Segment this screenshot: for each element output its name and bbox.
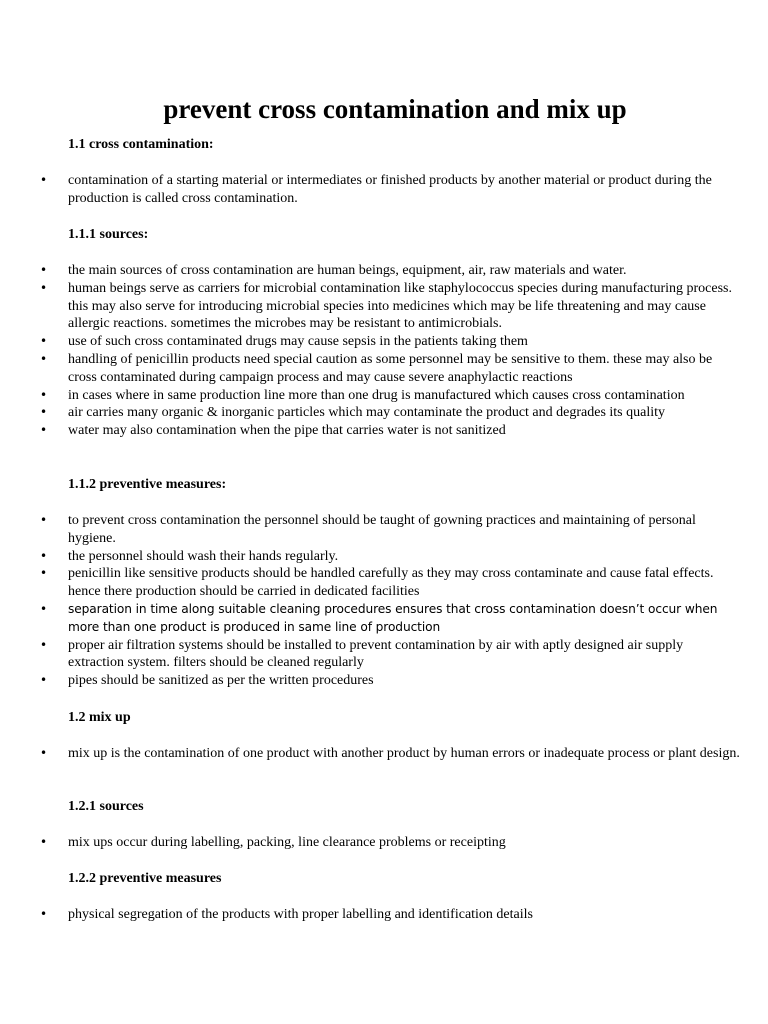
list-item: • the main sources of cross contamination are human beings, equipment, air, raw materials and water.: [0, 262, 740, 280]
list-item: • human beings serve as carriers for microbial contamination like staphylococcus species during manufacturing process. this may also serve for introducing microbial species into medicines which may be life threatening and may cause allergic reactions. sometimes the microbes may be resistant to antimicrobials.: [0, 280, 740, 333]
section-heading: 1.1.1 sources:: [68, 227, 149, 242]
bullet-list: [0, 745, 740, 763]
list-item: • water may also contamination when the pipe that carries water is not sanitized: [0, 422, 740, 440]
list-item: • air carries many organic & inorganic particles which may contaminate the product and degrades its quality: [0, 404, 740, 422]
section-heading: 1.2.2 preventive measures: [68, 871, 222, 886]
list-item: • use of such cross contaminated drugs may cause sepsis in the patients taking them: [0, 333, 740, 351]
list-item: • to prevent cross contamination the personnel should be taught of gowning practices and maintaining of personal hygiene.: [0, 512, 740, 548]
bullet-list: [0, 906, 740, 924]
list-item: • separation in time along suitable cleaning procedures ensures that cross contamination doesn’t occur when more than one product is produced in same line of production: [0, 601, 740, 637]
section-heading: 1.2 mix up: [68, 710, 131, 725]
bullet-list: [0, 512, 740, 690]
section-heading: 1.1.2 preventive measures:: [68, 477, 227, 492]
list-item: • mix up is the contamination of one product with another product by human errors or inadequate process or plant design.: [0, 745, 740, 763]
bullet-list: [0, 172, 740, 208]
bullet-list: [0, 834, 740, 852]
list-item: • pipes should be sanitized as per the written procedures: [0, 672, 740, 690]
section-heading: 1.2.1 sources: [68, 799, 144, 814]
document-title: prevent cross contamination and mix up: [163, 94, 627, 124]
list-item: • handling of penicillin products need special caution as some personnel may be sensitive to them. these may also be cross contaminated during campaign process and may cause severe anaphylactic reactions: [0, 351, 740, 387]
list-item: • the personnel should wash their hands regularly.: [0, 548, 740, 566]
bullet-list: [0, 262, 740, 440]
list-item: • physical segregation of the products with proper labelling and identification details: [0, 906, 740, 924]
list-item: • proper air filtration systems should be installed to prevent contamination by air with aptly designed air supply extraction system. filters should be cleaned regularly: [0, 637, 740, 673]
list-item: • penicillin like sensitive products should be handled carefully as they may cross contaminate and cause fatal effects. hence there production should be carried in dedicated facilities: [0, 565, 740, 601]
section-heading: 1.1 cross contamination:: [68, 137, 214, 152]
list-item: • in cases where in same production line more than one drug is manufactured which causes cross contamination: [0, 387, 740, 405]
list-item: • contamination of a starting material or intermediates or finished products by another material or product during the production is called cross contamination.: [0, 172, 740, 208]
list-item: • mix ups occur during labelling, packing, line clearance problems or receipting: [0, 834, 740, 852]
